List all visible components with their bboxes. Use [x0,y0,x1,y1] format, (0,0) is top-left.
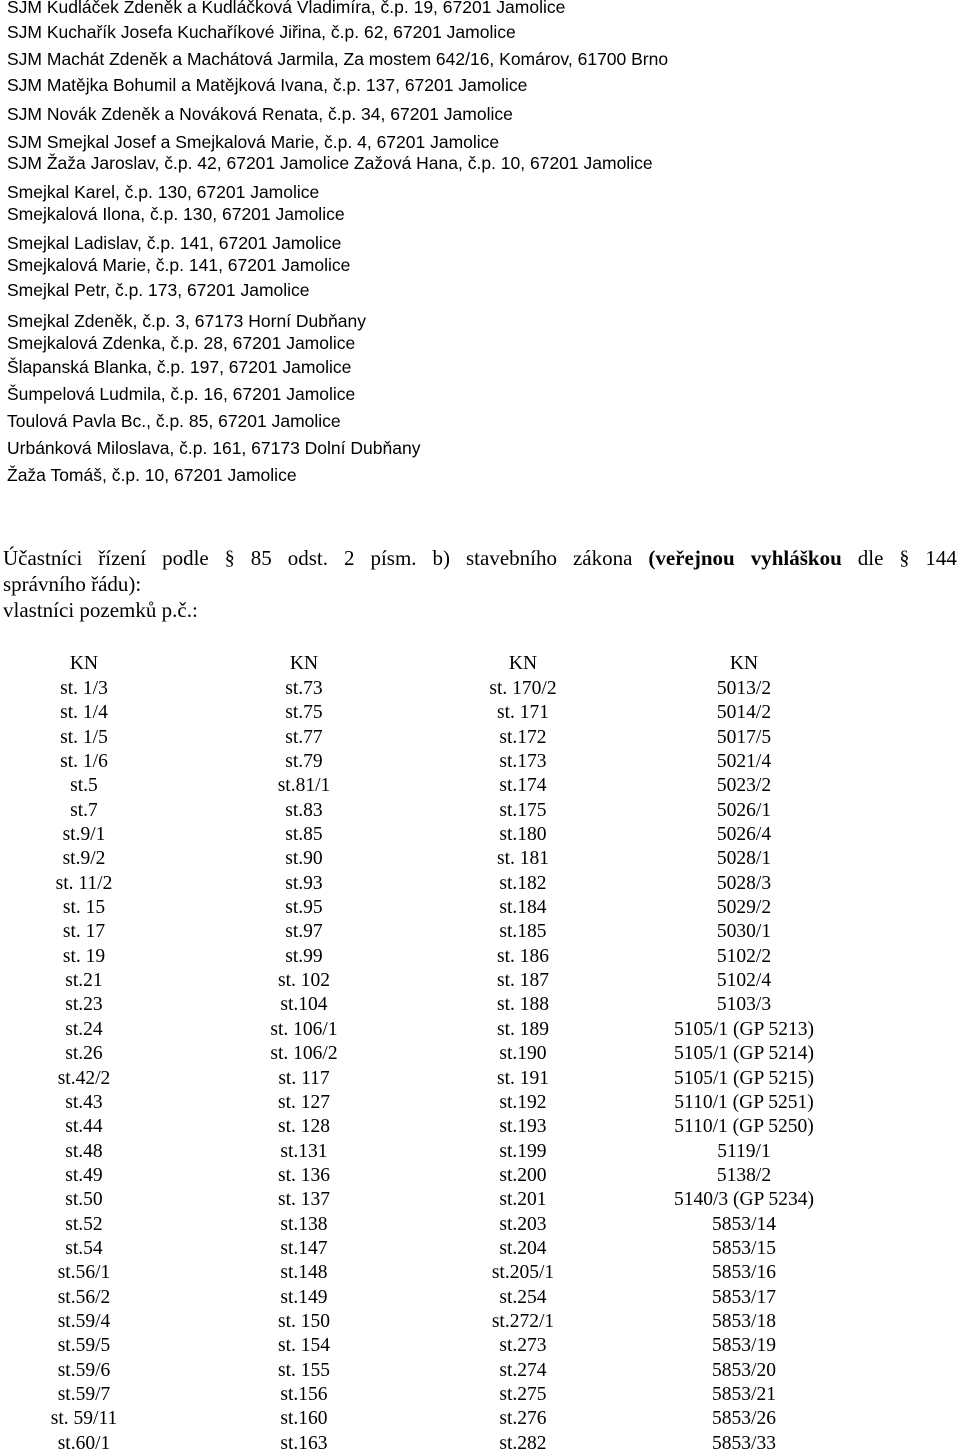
parcel-column [0,652,184,1456]
parcel-cell: st.273 [499,1335,547,1357]
parcel-cell: 5853/20 [712,1359,776,1381]
parcel-cell: 5017/5 [716,726,772,748]
parcel-cell: 5110/1 (GP 5251) [674,1091,814,1113]
parcel-cell: st.59/6 [57,1359,111,1381]
address-line: Smejkal Ladislav, č.p. 141, 67201 Jamolice [7,233,342,253]
heading-bold-word: (veřejnou [648,546,735,570]
parcel-cell: st.56/2 [57,1286,111,1308]
column-header: KN [729,653,759,674]
parcel-cell: st.175 [499,799,547,821]
parcel-cell: st.95 [285,897,323,919]
parcel-cell: st.73 [285,678,323,699]
address-line: Šumpelová Ludmila, č.p. 16, 67201 Jamolice [7,384,356,404]
parcel-cell: 5028/1 [716,848,772,870]
parcel-cell: st. 154 [277,1335,330,1357]
parcel-cell: st.81/1 [277,775,331,797]
parcel-cell: st. 150 [277,1310,330,1332]
parcel-cell: 5853/17 [712,1286,776,1308]
parcel-cell: 5853/14 [712,1213,776,1235]
parcel-cell: 5105/1 (GP 5214) [673,1043,815,1065]
parcel-cell: st.276 [499,1408,547,1430]
parcel-cell: 5103/3 [716,994,772,1016]
parcel-cell: 5102/2 [716,945,772,967]
parcel-cell: st.274 [499,1359,547,1381]
parcel-cell: 5028/3 [716,872,772,894]
address-line: Žaža Tomáš, č.p. 10, 67201 Jamolice [7,465,297,485]
parcel-cell: st.131 [280,1140,328,1162]
parcel-cell: 5853/18 [712,1310,776,1332]
heading-word: podle [162,546,209,570]
parcel-cell: st. 1/4 [60,702,108,724]
parcel-column [423,652,623,1456]
parcel-cell: 5140/3 (GP 5234) [673,1189,815,1211]
address-line: Urbánková Miloslava, č.p. 161, 67173 Dolní Dubňany [7,438,421,458]
parcel-cell: 5029/2 [716,897,772,919]
parcel-cell: st. 19 [62,945,106,967]
parcel-cell: st. 17 [62,921,106,943]
heading-word: 144 [925,546,957,570]
parcel-cell: st.163 [280,1432,328,1454]
parcel-cell: st. 171 [496,702,549,724]
parcel-cell: 5105/1 (GP 5213) [673,1018,815,1040]
address-line: Šlapanská Blanka, č.p. 197, 67201 Jamolice [7,357,352,377]
parcel-cell: st.59/7 [57,1383,111,1405]
parcel-cell: st.49 [65,1164,103,1186]
address-line: Smejkal Petr, č.p. 173, 67201 Jamolice [7,280,310,300]
parcel-cell: st. 170/2 [489,678,557,699]
parcel-cell: st. 181 [496,848,549,870]
parcel-cell: 5853/33 [712,1432,776,1454]
parcel-cell: st.182 [499,872,547,894]
parcel-cell: st.52 [65,1213,103,1235]
address-line: SJM Kuchařík Josefa Kuchaříkové Jiřina, č.p. 62, 67201 Jamolice [7,22,516,42]
parcel-cell: 5105/1 (GP 5215) [673,1067,815,1089]
heading-line-1 [3,546,957,570]
parcel-cell: st.205/1 [491,1262,555,1284]
heading-bold-word: vyhláškou [750,546,842,570]
address-line: SJM Machát Zdeněk a Machátová Jarmila, Za mostem 642/16, Komárov, 61700 Brno [7,49,669,69]
parcel-cell: st. 106/1 [270,1018,338,1040]
address-line: SJM Matějka Bohumil a Matějková Ivana, č.p. 137, 67201 Jamolice [7,75,528,95]
address-line: SJM Novák Zdeněk a Nováková Renata, č.p. 34, 67201 Jamolice [7,104,513,124]
column-header: KN [508,653,538,674]
address-line: Toulová Pavla Bc., č.p. 85, 67201 Jamolice [7,411,341,431]
parcel-cell: st.75 [285,702,323,724]
parcel-cell: st.149 [280,1286,328,1308]
parcel-cell: st.59/5 [57,1335,111,1357]
parcel-cell: st. 15 [62,897,106,919]
parcel-cell: st. 1/3 [60,678,108,699]
parcel-cell: st.138 [280,1213,328,1235]
parcel-cell: st. 102 [277,970,330,992]
parcel-cell: st.185 [499,921,547,943]
parcel-cell: st. 128 [277,1116,330,1138]
parcel-cell: st.21 [65,970,103,992]
heading-word: zákona [572,546,633,570]
parcel-cell: st. 127 [277,1091,330,1113]
parcel-cell: st. 189 [496,1018,549,1040]
parcel-cell: st.147 [280,1237,328,1259]
parcel-cell: 5030/1 [716,921,772,943]
parcel-cell: st.193 [499,1116,547,1138]
parcel-cell: 5853/15 [712,1237,776,1259]
parcel-cell: st. 188 [496,994,549,1016]
parcel-cell: st.50 [65,1189,103,1211]
address-line: SJM Smejkal Josef a Smejkalová Marie, č.p. 4, 67201 Jamolice [7,132,500,152]
parcel-cell: st.83 [285,799,323,821]
parcel-cell: st.148 [280,1262,328,1284]
parcel-cell: st.26 [65,1043,103,1065]
parcel-cell: 5119/1 [717,1140,771,1162]
parcel-cell: st.99 [285,945,323,967]
paragraph-sign: § [899,547,910,569]
parcel-cell: st.85 [285,824,323,846]
parcel-cell: st.23 [65,994,103,1016]
parcel-cell: 5021/4 [716,751,772,773]
heading-word: b) [432,546,451,570]
heading-word: 2 [343,546,355,570]
parcel-cell: st.172 [499,726,547,748]
parcel-cell: st.77 [285,726,323,748]
parcel-cell: st.104 [280,994,328,1016]
parcel-cell: st.282 [499,1432,547,1454]
parcel-cell: 5102/4 [716,970,772,992]
parcel-cell: st. 59/11 [50,1408,118,1430]
heading-word: řízení [98,546,147,570]
parcel-cell: st.44 [65,1116,103,1138]
parcel-cell: st.199 [499,1140,547,1162]
heading-line-2: správního řádu): [3,572,142,596]
parcel-cell: st. 155 [277,1359,330,1381]
parcel-cell: st.192 [499,1091,547,1113]
parcel-cell: 5026/1 [716,799,772,821]
parcel-cell: 5026/4 [716,824,772,846]
parcel-cell: st. 187 [496,970,549,992]
parcel-cell: st.43 [65,1091,103,1113]
column-header: KN [69,653,99,674]
parcel-cell: 5853/21 [712,1383,776,1405]
parcel-cell: 5014/2 [716,702,772,724]
parcel-cell: st. 117 [278,1067,330,1089]
parcel-cell: st.5 [70,775,98,797]
heading-word: stavebního [466,546,557,570]
parcel-cell: st.254 [499,1286,547,1308]
parcel-cell: 5023/2 [716,775,772,797]
parcel-cell: st.54 [65,1237,103,1259]
parcel-cell: st.59/4 [57,1310,111,1332]
parcel-cell: st.7 [70,799,98,821]
parcel-cell: st.203 [499,1213,547,1235]
parcel-cell: st.180 [499,824,547,846]
parcel-cell: st.184 [499,897,547,919]
parcel-cell: 5853/16 [712,1262,776,1284]
parcel-cell: st.9/2 [62,848,106,870]
parcel-cell: st.48 [65,1140,103,1162]
address-line: SJM Žaža Jaroslav, č.p. 42, 67201 Jamolice Zažová Hana, č.p. 10, 67201 Jamolice [7,153,653,173]
heading-word: odst. [287,546,328,570]
parcel-cell: st. 106/2 [270,1043,338,1065]
parcel-cell: st.275 [499,1383,547,1405]
parcel-cell: st.201 [499,1189,547,1211]
parcel-cell: st.56/1 [57,1262,111,1284]
parcel-cell: st.160 [280,1408,328,1430]
parcel-cell: st. 191 [496,1067,549,1089]
column-header: KN [289,653,319,674]
parcel-cell: st. 1/5 [60,726,108,748]
parcel-cell: st. 1/6 [60,751,108,773]
parcel-cell: st. 137 [277,1189,330,1211]
parcel-cell: st.200 [499,1164,547,1186]
address-line: Smejkalová Zdenka, č.p. 28, 67201 Jamolice [7,333,356,353]
parcel-cell: st.9/1 [62,824,106,846]
address-line: SJM Kudláček Zdeněk a Kudláčková Vladimíra, č.p. 19, 67201 Jamolice [7,0,566,17]
parcel-cell: st. 11/2 [55,872,113,894]
parcel-cell: 5853/26 [712,1408,776,1430]
parcel-cell: 5138/2 [716,1164,772,1186]
parcel-cell: st.173 [499,751,547,773]
heading-line-3: vlastníci pozemků p.č.: [3,598,198,622]
parcel-cell: st.90 [285,848,323,870]
parcel-cell: st. 136 [277,1164,330,1186]
address-line: Smejkalová Marie, č.p. 141, 67201 Jamolice [7,255,351,275]
parcel-cell: st.190 [499,1043,547,1065]
parcel-cell: 5013/2 [716,678,772,699]
parcel-column [644,652,844,1456]
parcel-cell: st.79 [285,751,323,773]
heading-word: dle [857,546,884,570]
parcel-cell: st.204 [499,1237,547,1259]
parcel-cell: st.42/2 [57,1067,111,1089]
parcel-cell: st.156 [280,1383,328,1405]
parcel-cell: 5853/19 [712,1335,776,1357]
address-line: Smejkal Zdeněk, č.p. 3, 67173 Horní Dubňany [7,311,366,331]
parcel-cell: st.97 [285,921,323,943]
parcel-cell: st.174 [499,775,547,797]
heading-word: Účastníci [3,546,83,570]
parcel-column [204,652,404,1456]
parcel-cell: 5110/1 (GP 5250) [674,1116,814,1138]
address-line: Smejkal Karel, č.p. 130, 67201 Jamolice [7,182,320,202]
parcel-cell: st.24 [65,1018,103,1040]
heading-word: 85 [250,546,272,570]
paragraph-sign: § [224,547,235,569]
parcel-cell: st.93 [285,872,323,894]
heading-word: písm. [370,546,417,570]
parcel-cell: st. 186 [496,945,549,967]
address-line: Smejkalová Ilona, č.p. 130, 67201 Jamolice [7,204,345,224]
parcel-cell: st.60/1 [57,1432,111,1454]
parcel-cell: st.272/1 [491,1310,555,1332]
